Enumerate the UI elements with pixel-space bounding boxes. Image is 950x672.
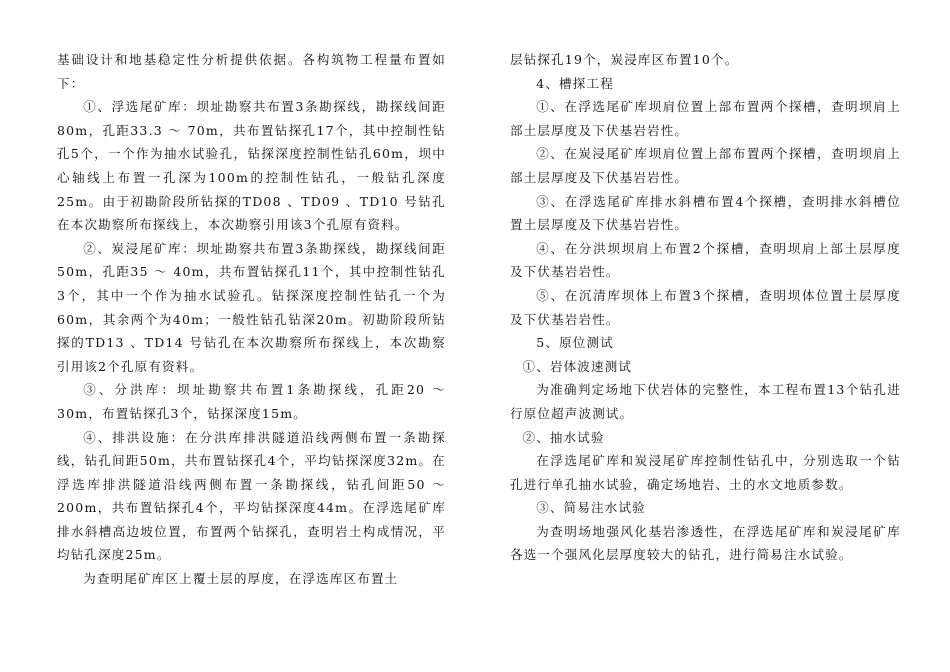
paragraph-trench-4: ④、在分洪坝坝肩上布置2个探槽，查明坝肩上部土层厚度及下伏基岩岩性。 (510, 240, 901, 280)
paragraph-trench-3: ③、在浮选尾矿库排水斜槽布置4个探槽，查明排水斜槽位置土层厚度及下伏基岩岩性。 (510, 193, 901, 233)
subheading-pumping-test: ②、抽水试验 (522, 429, 605, 445)
paragraph-trench-5: ⑤、在沉清库坝体上布置3个探槽，查明坝体位置土层厚度及下伏基岩岩性。 (510, 287, 901, 327)
paragraph-intro: 基础设计和地基稳定性分析提供依据。各构筑物工程量布置如下： (57, 52, 446, 91)
paragraph-carbon-leach-tailings: ②、炭浸尾矿库：坝址勘察共布置3条勘探线，勘探线间距50m，孔距35 ～ 40m，共布置钻探孔11个，其中控制性钻孔3个，其中一个作为抽水试验孔。钻探深度控制性钻孔一个为60m，其余两个为40m；一般性钻孔钻深20m。初勘阶段所钻探的TD13 、TD14 号钻孔在本次勘察所布探线上，本次勘察引用该2个孔原有资料。 (57, 240, 446, 374)
paragraph-continuation: 层钻探孔19个，炭浸库区布置10个。 (510, 52, 739, 67)
paragraph-flotation-tailings: ①、浮选尾矿库：坝址勘察共布置3条勘探线，勘探线间距80m，孔距33.3 ～ 70m，共布置钻探孔17个，其中控制性钻孔5个，一个作为抽水试验孔，钻探深度控制性钻孔60m，坝中心轴线上布置一孔深为100m的控制性钻孔，一般钻孔深度25m。由于初勘阶段所钻探的TD08 、TD09 、TD10 号钻孔在本次勘察所布探线上，本次勘察引用该3个孔原有资料。 (57, 99, 446, 233)
heading-trench-work: 4、槽探工程 (536, 75, 614, 91)
paragraph-trench-2: ②、在炭浸尾矿库坝肩位置上部布置两个探槽，查明坝肩上部土层厚度及下伏基岩岩性。 (510, 146, 901, 185)
left-text-column (57, 48, 446, 591)
right-text-column (510, 48, 901, 567)
paragraph-trench-1: ①、在浮选尾矿库坝肩位置上部布置两个探槽，查明坝肩上部土层厚度及下伏基岩岩性。 (510, 99, 901, 138)
paragraph-overburden-survey: 为查明尾矿库区上覆土层的厚度，在浮选库区布置土 (83, 571, 399, 587)
subheading-water-injection-test: ③、简易注水试验 (536, 500, 646, 516)
heading-in-situ-testing: 5、原位测试 (536, 335, 614, 351)
subheading-wave-velocity-test: ①、岩体波速测试 (522, 358, 633, 374)
paragraph-flood-diversion-reservoir: ③、分洪库：坝址勘察共布置1条勘探线，孔距20 ～ 30m，布置钻探孔3个，钻探深度15m。 (57, 382, 446, 421)
paragraph-water-injection-test: 为查明场地强风化基岩渗透性，在浮选尾矿库和炭浸尾矿库各选一个强风化层厚度较大的钻孔，进行简易注水试验。 (510, 523, 901, 563)
paragraph-flood-discharge-facilities: ④、排洪设施：在分洪库排洪隧道沿线两侧布置一条勘探线，钻孔间距50m，共布置钻探孔4个，平均钻探深度32m。在浮选库排洪隧道沿线两侧布置一条勘探线，钻孔间距50 ～ 200m，共布置钻探孔4个，平均钻探深度44m。在浮选尾矿库排水斜槽高边坡位置，布置两个钻探孔，查明岩土构成情况，平均钻孔深度25m。 (57, 429, 446, 563)
paragraph-wave-velocity-test: 为准确判定场地下伏岩体的完整性，本工程布置13个钻孔进行原位超声波测试。 (510, 382, 901, 421)
paragraph-pumping-test: 在浮选尾矿库和炭浸尾矿库控制性钻孔中，分别选取一个钻孔进行单孔抽水试验，确定场地岩、土的水文地质参数。 (510, 453, 901, 492)
